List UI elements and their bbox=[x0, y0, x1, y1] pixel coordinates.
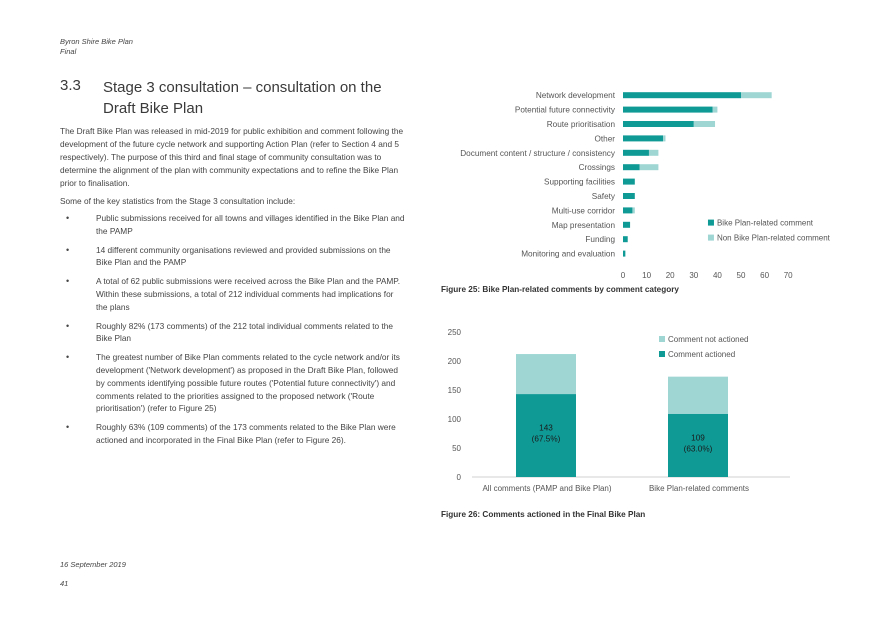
section-number: 3.3 bbox=[60, 77, 81, 94]
legend-swatch bbox=[708, 220, 714, 226]
bar-bike-plan-related bbox=[623, 107, 713, 113]
x-tick-label: 20 bbox=[665, 270, 675, 280]
x-tick-label: 30 bbox=[689, 270, 699, 280]
x-tick-label: 40 bbox=[712, 270, 722, 280]
x-tick-label: 10 bbox=[642, 270, 652, 280]
bar-bike-plan-related bbox=[623, 179, 635, 185]
category-label: Other bbox=[594, 134, 615, 144]
legend-swatch bbox=[659, 336, 665, 342]
bar-bike-plan-related bbox=[623, 193, 635, 199]
bar-bike-plan-related bbox=[623, 164, 640, 170]
bar-bike-plan-related bbox=[623, 121, 694, 127]
data-label-percent: (63.0%) bbox=[683, 444, 713, 454]
x-tick-label: 50 bbox=[736, 270, 746, 280]
statistics-lead-paragraph: Some of the key statistics from the Stage 3 consultation include: bbox=[60, 196, 296, 206]
y-tick-label: 200 bbox=[447, 357, 461, 366]
data-label-count: 109 bbox=[691, 433, 705, 443]
intro-paragraph: The Draft Bike Plan was released in mid-2019 for public exhibition and comment following the development of the future cycle network and supporting Action Plan (refer to Section 4 and 5 respectively). The purpose of this third and final stage of community consultation was to determine the alignment of the plan with community expectations and to refine the Bike Plan prior to finalisation. bbox=[60, 126, 404, 188]
y-tick-label: 250 bbox=[447, 328, 461, 337]
list-item: • A total of 62 public submissions were received across the Bike Plan and the PAMP. Within these submissions, a total of 212 individual comments had implications for the plans bbox=[60, 275, 405, 313]
x-category-label: Bike Plan-related comments bbox=[648, 484, 750, 493]
y-tick-label: 0 bbox=[456, 473, 461, 482]
x-tick-label: 70 bbox=[783, 270, 793, 280]
legend-label: Bike Plan-related comment bbox=[716, 218, 814, 228]
category-label: Multi-use corridor bbox=[551, 206, 615, 216]
bar-comment-not-actioned bbox=[668, 377, 728, 414]
category-label: Crossings bbox=[578, 163, 615, 173]
category-label: Route prioritisation bbox=[546, 120, 615, 129]
figure-25-caption: Figure 25: Bike Plan-related comments by comment category bbox=[441, 285, 679, 294]
category-label: Network development bbox=[535, 91, 615, 101]
data-label-percent: (67.5%) bbox=[531, 434, 561, 444]
page-number: 41 bbox=[60, 579, 69, 588]
x-tick-label: 0 bbox=[620, 270, 626, 280]
bar-comment-not-actioned bbox=[516, 354, 576, 394]
list-item: • The greatest number of Bike Plan comments related to the cycle network and/or its development ('Network development') as proposed in the Draft Bike Plan, followed by comments identifying possible future routes ('Potential future connectivity') and comments related to the priorities assigned to the proposed network ('Route prioritisation') (refer to Figure 25) bbox=[60, 351, 405, 415]
footer-date: 16 September 2019 bbox=[60, 560, 126, 569]
x-tick-label: 60 bbox=[760, 270, 770, 280]
header-document-title: Byron Shire Bike Plan bbox=[60, 37, 133, 46]
bar-bike-plan-related bbox=[623, 135, 663, 141]
y-tick-label: 50 bbox=[452, 444, 461, 453]
bar-bike-plan-related bbox=[623, 236, 628, 242]
category-label: Funding bbox=[585, 235, 615, 245]
x-category-label: All comments (PAMP and Bike Plan) bbox=[482, 484, 612, 493]
figure-25-chart bbox=[440, 80, 830, 280]
running-header bbox=[60, 37, 133, 57]
bar-non-bike-plan-related bbox=[632, 207, 634, 213]
bar-non-bike-plan-related bbox=[713, 107, 718, 113]
legend-label: Comment not actioned bbox=[668, 335, 749, 344]
legend-label: Non Bike Plan-related comment bbox=[716, 233, 830, 243]
figure-26-caption: Figure 26: Comments actioned in the Final Bike Plan bbox=[441, 510, 646, 519]
list-item: • Public submissions received for all towns and villages identified in the Bike Plan and the PAMP bbox=[60, 212, 405, 238]
legend-label: Comment actioned bbox=[668, 350, 736, 359]
category-label: Safety bbox=[591, 192, 615, 201]
legend-swatch bbox=[659, 351, 665, 357]
bar-non-bike-plan-related bbox=[663, 135, 665, 141]
header-status: Final bbox=[60, 47, 77, 56]
y-tick-label: 100 bbox=[447, 415, 461, 424]
bar-bike-plan-related bbox=[623, 251, 625, 257]
category-label: Monitoring and evaluation bbox=[521, 249, 615, 259]
legend-swatch bbox=[708, 235, 714, 241]
section-title: Stage 3 consultation – consultation on the Draft Bike Plan bbox=[103, 79, 382, 117]
category-label: Document content / structure / consistency bbox=[460, 148, 615, 158]
list-item: • Roughly 63% (109 comments) of the 173 comments related to the Bike Plan were actioned and incorporated in the Final Bike Plan (refer to Figure 26). bbox=[60, 421, 405, 447]
key-statistics-list bbox=[60, 212, 405, 453]
category-label: Potential future connectivity bbox=[514, 105, 615, 115]
bar-bike-plan-related bbox=[623, 92, 741, 98]
figure-26-chart bbox=[440, 325, 800, 500]
category-label: Map presentation bbox=[551, 220, 615, 230]
category-label: Supporting facilities bbox=[544, 177, 615, 187]
bar-non-bike-plan-related bbox=[741, 92, 772, 98]
bar-non-bike-plan-related bbox=[694, 121, 715, 127]
bar-non-bike-plan-related bbox=[640, 164, 659, 170]
bar-bike-plan-related bbox=[623, 207, 632, 213]
data-label-count: 143 bbox=[539, 423, 553, 433]
bar-bike-plan-related bbox=[623, 222, 630, 228]
list-item: • Roughly 82% (173 comments) of the 212 total individual comments related to the Bike Plan bbox=[60, 320, 405, 346]
y-tick-label: 150 bbox=[447, 386, 461, 395]
list-item: • 14 different community organisations reviewed and provided submissions on the Bike Plan and the PAMP bbox=[60, 244, 405, 270]
bar-non-bike-plan-related bbox=[649, 150, 658, 156]
bar-bike-plan-related bbox=[623, 150, 649, 156]
